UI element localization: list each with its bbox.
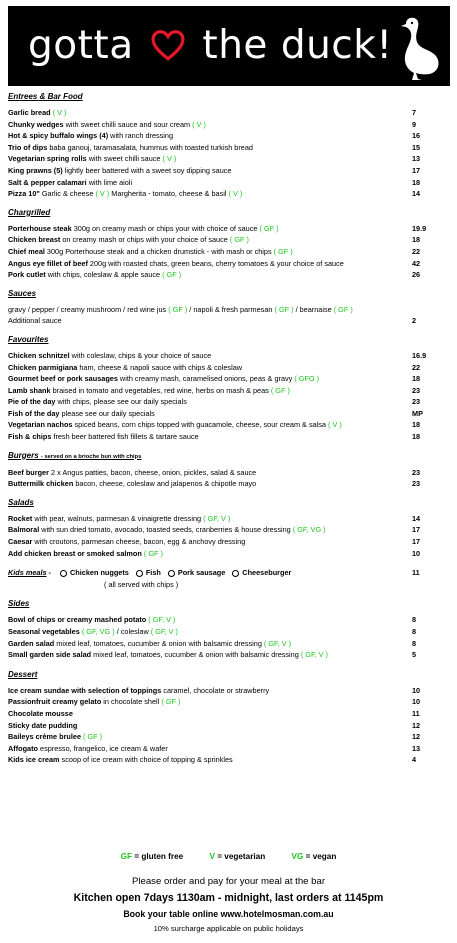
item-price: 7: [412, 108, 417, 117]
item-desc: baba ganouj, taramasalata, hummus with toasted turkish bread: [47, 142, 253, 152]
diet-tag: ( GF, V ): [148, 615, 176, 625]
item-price: 11: [412, 708, 420, 718]
diet-tag: ( GF ): [229, 235, 249, 245]
legend-gf: GF = gluten free: [120, 852, 184, 861]
item-desc: with creamy mash, caramelised onions, peas & gravy: [117, 374, 293, 384]
menu-item: [8, 107, 440, 119]
item-desc: with lime aioli: [86, 177, 133, 187]
item-name: Fish & chips: [8, 432, 52, 442]
diet-tag: ( GF, VG ): [81, 627, 115, 636]
item-desc: with ranch dressing: [108, 131, 174, 141]
diet-tag: ( GF ): [333, 304, 353, 314]
kids-option: Cheeseburger: [242, 568, 292, 578]
item-desc: with chips, coleslaw & apple sauce: [45, 270, 161, 280]
booking-link[interactable]: Book your table online www.hotelmosman.com.au: [123, 909, 334, 919]
item-desc: with coleslaw, chips & your choice of sauce: [69, 350, 212, 360]
menu-item: [8, 142, 440, 154]
item-price: 14: [412, 513, 421, 523]
diet-tag: ( GF, V ): [300, 650, 328, 660]
item-price: 5: [412, 650, 417, 660]
section-title: Sauces: [8, 288, 37, 298]
diet-tag: ( V ): [228, 189, 243, 199]
item-name: Fish of the day: [8, 408, 60, 418]
menu-item: [8, 362, 440, 374]
item-name: Garlic bread: [8, 108, 51, 117]
menu-item: [8, 408, 440, 420]
item-price: 23: [412, 385, 421, 395]
option-circle-icon: [232, 570, 239, 577]
item-name: Pork cutlet: [8, 270, 46, 280]
section-heading: [8, 92, 440, 102]
menu-item: [8, 743, 440, 755]
logo-text-left: gotta: [28, 23, 134, 68]
item-name: Salt & pepper calamari: [8, 177, 87, 187]
item-desc: with sweet chilli sauce and sour cream: [63, 119, 191, 129]
item-name: Chocolate mousse: [8, 708, 73, 718]
menu-body: [8, 92, 440, 766]
item-price: 18: [412, 235, 421, 245]
item-name: Rocket: [8, 513, 33, 523]
item-price: 12: [412, 720, 421, 730]
diet-tag: ( V ): [192, 119, 206, 129]
menu-item: [8, 513, 440, 525]
menu-item: [8, 696, 440, 708]
menu-item: [8, 234, 440, 246]
item-desc: with sun dried tomato, avocado, toasted seeds, cranberries & house dressing: [39, 525, 291, 535]
item-price: 2: [412, 316, 417, 326]
item-name: Small garden side salad: [8, 650, 92, 660]
option-circle-icon: [168, 570, 175, 577]
item-price: 17: [412, 525, 421, 535]
menu-item: [8, 419, 440, 431]
order-note: Please order and pay for your meal at the bar: [131, 876, 326, 887]
item-name: Chicken breast: [8, 235, 61, 245]
diet-tag: ( GF, V ): [203, 513, 231, 523]
item-price: 8: [412, 615, 417, 625]
menu-item: [8, 685, 440, 697]
diet-legend: [0, 852, 457, 861]
diet-tag: ( GF ): [273, 246, 293, 256]
section-title: Salads: [8, 497, 34, 507]
kids-price: 11: [412, 568, 420, 578]
item-price: 26: [412, 270, 421, 280]
item-desc: ham, cheese & napoli sauce with chips & coleslaw: [77, 362, 243, 372]
menu-item: [8, 130, 440, 142]
menu-item: [8, 754, 440, 766]
item-name: Garden salad: [8, 638, 55, 648]
item-price: 18: [412, 432, 421, 442]
section-heading: [8, 451, 440, 462]
item-desc: with sweet chilli sauce: [86, 154, 161, 164]
section-title: Burgers: [8, 450, 39, 460]
item-desc: 300g on creamy mash or chips your with choice of sauce: [71, 223, 258, 233]
diet-tag: ( GF, V ): [263, 638, 292, 648]
kids-option: Fish: [145, 568, 161, 578]
item-desc: bacon, cheese, coleslaw and jalapenos & chipotle mayo: [73, 479, 257, 489]
item-price: 13: [412, 154, 421, 164]
item-desc: / napoli & fresh parmesan: [189, 304, 273, 314]
section-title: Favourites: [8, 334, 49, 344]
item-desc: / coleslaw: [116, 627, 149, 636]
item-desc: scoop of ice cream with choice of topping & sprinkles: [59, 755, 233, 765]
section-heading: [8, 289, 440, 299]
item-name: Seasonal vegetables: [8, 627, 80, 636]
item-name: Chief meal: [8, 246, 45, 256]
item-price: 15: [412, 142, 421, 152]
item-name: Buttermilk chicken: [8, 479, 74, 489]
diet-tag: ( GF ): [162, 270, 182, 280]
menu-item: [8, 304, 440, 316]
diet-tag: ( GF, V ): [150, 627, 178, 636]
item-desc: 300g Porterhouse steak and a chicken drumstick - with mash or chips: [44, 246, 272, 256]
section-heading: [8, 498, 440, 508]
menu-item: [8, 188, 440, 200]
diet-tag: ( GF ): [259, 223, 279, 233]
option-circle-icon: [60, 570, 67, 577]
item-desc: Additional sauce: [8, 316, 62, 326]
item-desc: gravy / pepper / creamy mushroom / red wine jus: [8, 304, 167, 314]
item-desc: on creamy mash or chips with your choice of sauce: [60, 235, 228, 245]
item-name: Affogato: [8, 743, 38, 753]
menu-item: [8, 246, 440, 258]
item-price: 17: [412, 537, 421, 547]
item-name: Gourmet beef or pork sausages: [8, 374, 118, 384]
item-name: Caesar: [8, 537, 33, 547]
item-price: 22: [412, 362, 421, 372]
item-price: 19.9: [412, 223, 427, 233]
item-name: Lamb shank: [8, 385, 51, 395]
menu-item: [8, 478, 440, 490]
menu-item: [8, 467, 440, 479]
item-desc: with croutons, parmesan cheese, bacon, egg & anchovy dressing: [32, 537, 246, 547]
item-name: Kids ice cream: [8, 755, 60, 765]
item-name: Sticky date pudding: [8, 720, 78, 730]
logo-text-right: the duck!: [202, 23, 393, 68]
diet-tag: ( GF ): [83, 732, 103, 742]
item-desc: mixed leaf, tomatoes, cucumber & onion with balsamic dressing: [54, 638, 262, 648]
diet-tag: ( GF ): [143, 548, 163, 558]
menu-item: [8, 269, 440, 281]
menu-item: [8, 165, 440, 177]
item-name: Bowl of chips or creamy mashed potato: [8, 615, 147, 625]
item-desc: fresh beer battered fish fillets & tartare sauce: [51, 432, 199, 442]
diet-tag: ( GF ): [270, 385, 290, 395]
item-name: Add chicken breast or smoked salmon: [8, 548, 142, 558]
item-price: 8: [412, 638, 417, 648]
kids-sep: -: [46, 568, 54, 578]
item-desc: 2 x Angus patties, bacon, cheese, onion, pickles, salad & sauce: [48, 467, 257, 477]
item-name: Balmoral: [8, 525, 40, 535]
menu-item: [8, 258, 440, 270]
menu-item: [8, 223, 440, 235]
section-title: Sides: [8, 599, 30, 609]
item-price: 13: [412, 743, 421, 753]
item-desc: Margherita - tomato, cheese & basil: [111, 189, 227, 199]
item-price: 42: [412, 258, 421, 268]
section-note: - served on a brioche bun with chips: [40, 453, 142, 460]
section-heading: [8, 208, 440, 218]
diet-tag: ( V ): [95, 189, 110, 199]
item-desc: mixed leaf, tomatoes, cucumber & onion with balsamic dressing: [91, 650, 299, 660]
item-price: MP: [412, 408, 423, 418]
item-price: 18: [412, 177, 421, 187]
diet-tag: ( GF ): [161, 697, 181, 707]
menu-item: [8, 731, 440, 743]
menu-item: [8, 385, 440, 397]
item-price: 14: [412, 189, 421, 199]
menu-item: [8, 524, 440, 536]
item-price: 22: [412, 246, 421, 256]
item-desc: lightly beer battered with a sweet soy dipping sauce: [62, 165, 232, 175]
item-desc: Garlic & cheese: [39, 189, 94, 199]
item-price: 4: [412, 755, 417, 765]
menu-item: [8, 373, 440, 385]
item-name: Porterhouse steak: [8, 223, 72, 233]
item-price: 10: [412, 548, 421, 558]
item-price: 16.9: [412, 350, 427, 360]
diet-tag: ( V ): [52, 108, 67, 117]
legend-v: V = vegetarian: [209, 852, 266, 861]
menu-header: [8, 6, 450, 86]
item-desc: in chocolate shell: [101, 697, 160, 707]
item-desc: espresso, frangelico, ice cream & wafer: [38, 743, 168, 753]
menu-item: [8, 708, 440, 720]
legend-vg: VG = vegan: [291, 852, 337, 861]
item-price: 8: [412, 627, 417, 636]
item-name: Passionfruit creamy gelato: [8, 697, 102, 707]
item-name: Pie of the day: [8, 397, 56, 407]
menu-item: [8, 536, 440, 548]
menu-item: [8, 350, 440, 362]
item-name: Baileys crème brulee: [8, 732, 82, 742]
menu-item: [8, 649, 440, 661]
item-price: 16: [412, 131, 421, 141]
item-price: 9: [412, 119, 417, 129]
menu-item: [8, 177, 440, 189]
item-desc: please see our daily specials: [59, 408, 155, 418]
item-price: 23: [412, 467, 421, 477]
option-circle-icon: [136, 570, 143, 577]
item-desc: with pear, walnuts, parmesan & vinaigrette dressing: [32, 513, 202, 523]
item-name: Chicken parmigiana: [8, 362, 78, 372]
menu-item: [8, 396, 440, 408]
item-name: Hot & spicy buffalo wings (4): [8, 131, 109, 141]
item-desc: caramel, chocolate or strawberry: [161, 685, 270, 695]
item-price: 17: [412, 165, 421, 175]
item-price: 12: [412, 732, 421, 742]
item-price: 23: [412, 479, 421, 489]
menu-item: [8, 626, 440, 638]
item-desc: spiced beans, corn chips topped with guacamole, cheese, sour cream & salsa: [72, 420, 326, 430]
kids-meals-row: [8, 567, 440, 579]
item-name: Vegetarian spring rolls: [8, 154, 87, 164]
diet-tag: ( GFO ): [294, 374, 320, 384]
item-name: Trio of dips: [8, 142, 48, 152]
diet-tag: ( GF ): [274, 304, 294, 314]
section-title: Chargrilled: [8, 207, 51, 217]
item-desc: with chips, please see our daily specials: [55, 397, 187, 407]
logo: [28, 20, 392, 72]
diet-tag: ( V ): [162, 154, 177, 164]
item-name: King prawns (5): [8, 165, 63, 175]
item-name: Vegetarian nachos: [8, 420, 73, 430]
diet-tag: ( V ): [328, 420, 342, 430]
kids-option: Pork sausage: [177, 568, 226, 578]
section-title: Dessert: [8, 669, 38, 679]
diet-tag: ( GF, VG ): [292, 525, 326, 535]
duck-icon: [400, 16, 442, 82]
item-name: Pizza 10": [8, 189, 40, 199]
item-desc: / bearnaise: [295, 304, 332, 314]
item-price: 23: [412, 397, 421, 407]
item-name: Beef burger: [8, 467, 49, 477]
menu-item: [8, 153, 440, 165]
section-title: Entrees & Bar Food: [8, 92, 83, 101]
item-name: Angus eye fillet of beef: [8, 258, 88, 268]
surcharge-note: 10% surcharge applicable on public holidays: [153, 924, 304, 933]
diet-tag: ( GF ): [168, 304, 188, 314]
menu-item: [8, 119, 440, 131]
item-name: Chicken schnitzel: [8, 350, 70, 360]
kids-title: Kids meals: [8, 568, 47, 578]
menu-item: [8, 614, 440, 626]
section-heading: [8, 599, 440, 609]
section-heading: [8, 335, 440, 345]
item-name: Chunky wedges: [8, 119, 64, 129]
kids-option: Chicken nuggets: [70, 568, 129, 578]
menu-item: [8, 431, 440, 443]
heart-icon: [151, 28, 185, 62]
item-price: 18: [412, 420, 421, 430]
item-price: 10: [412, 685, 421, 695]
item-desc: braised in tomato and vegetables, red wine, herbs on mash & peas: [50, 385, 269, 395]
kids-note: ( all served with chips ): [104, 579, 179, 589]
menu-item: [8, 720, 440, 732]
menu-item: [8, 638, 440, 650]
menu-item: [8, 315, 440, 327]
item-name: Ice cream sundae with selection of toppings: [8, 685, 162, 695]
kitchen-hours: Kitchen open 7days 1130am - midnight, last orders at 1145pm: [73, 892, 384, 904]
item-price: 10: [412, 697, 421, 707]
item-desc: 200g with roasted chats, green beans, cherry tomatoes & your choice of sauce: [87, 258, 344, 268]
section-heading: [8, 670, 440, 680]
item-price: 18: [412, 374, 421, 384]
menu-item: [8, 548, 440, 560]
